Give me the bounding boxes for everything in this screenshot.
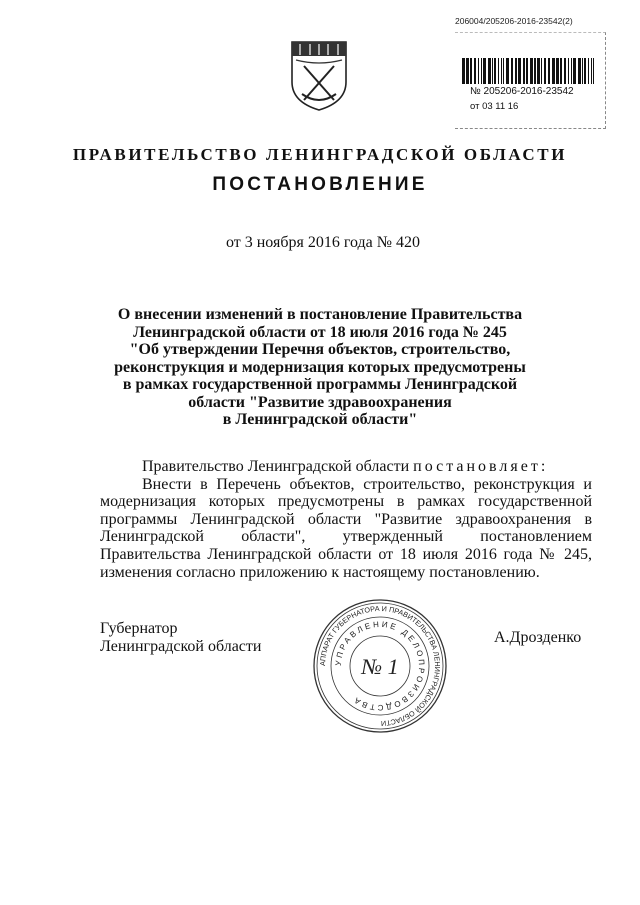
barcode-bar xyxy=(537,58,540,84)
barcode-bar xyxy=(560,58,562,84)
barcode-bar xyxy=(541,58,542,84)
stamp-center-text: № 1 xyxy=(361,654,399,679)
barcode-bar xyxy=(573,58,576,84)
barcode-bar xyxy=(462,58,465,84)
subject-line: О внесении изменений в постановление Правительства xyxy=(117,306,523,323)
subject-line: области "Развитие здравоохранения xyxy=(188,393,452,411)
signatory-title-line: Губернатор xyxy=(100,620,178,637)
barcode-bar xyxy=(571,58,572,84)
barcode xyxy=(462,58,594,84)
barcode-bar xyxy=(564,58,566,84)
barcode-bar xyxy=(523,58,525,84)
barcode-bar xyxy=(582,58,583,84)
barcode-bar xyxy=(466,58,469,84)
document-type: ПОСТАНОВЛЕНИЕ xyxy=(212,174,428,195)
registration-number: № 205206-2016-23542 xyxy=(470,86,574,97)
barcode-bar xyxy=(584,58,586,84)
barcode-bar xyxy=(568,58,569,84)
barcode-bar xyxy=(498,58,499,84)
barcode-bar xyxy=(494,58,496,84)
barcode-bar xyxy=(578,58,581,84)
government-title: ПРАВИТЕЛЬСТВО ЛЕНИНГРАДСКОЙ ОБЛАСТИ xyxy=(72,145,568,164)
decree-body xyxy=(100,458,592,581)
barcode-bar xyxy=(470,58,472,84)
signatory-title-line: Ленинградской области xyxy=(100,638,262,655)
barcode-bar xyxy=(588,58,589,84)
barcode-bar xyxy=(518,58,521,84)
subject-line: в Ленинградской области" xyxy=(222,411,418,428)
signatory-name: А.Дрозденко xyxy=(494,629,582,646)
barcode-bar xyxy=(488,58,491,84)
stamp-outer-text: АППАРАТ ГУБЕРНАТОРА И ПРАВИТЕЛЬСТВА ЛЕНИНГРАДСКОЙ ОБЛАСТИ xyxy=(317,603,443,729)
subject-line: Ленинградской области от 18 июля 2016 года № 245 xyxy=(133,323,507,341)
barcode-bar xyxy=(552,58,555,84)
subject-line: "Об утверждении Перечня объектов, строительство, xyxy=(129,341,511,358)
barcode-bar xyxy=(506,58,509,84)
barcode-bar xyxy=(593,58,594,84)
barcode-bar xyxy=(548,58,550,84)
official-stamp xyxy=(310,596,450,736)
barcode-bar xyxy=(478,58,479,84)
barcode-bar xyxy=(530,58,533,84)
intro-verb: постановляет: xyxy=(413,458,549,475)
body-paragraph: Внести в Перечень объектов, строительство, реконструкция и модернизация которых предусмотрены в рамках государственной программы Ленинградской области "Развитие здравоохранения в Ленинградской области", утвержденный постановлением Правительства Ленинградской области от 18 июля 2016 года № 245, изменения согласно приложению к настоящему постановлению. xyxy=(100,475,592,581)
intro-line xyxy=(100,458,592,476)
barcode-bar xyxy=(483,58,486,84)
intro-text: Правительство Ленинградской области xyxy=(142,458,414,475)
subject-line: реконструкция и модернизация которых предусмотрены xyxy=(114,358,526,376)
barcode-bar xyxy=(501,58,502,84)
registration-date: от 03 11 16 xyxy=(470,101,519,112)
stamp-inner-text: УПРАВЛЕНИЕ ДЕЛОПРОИЗВОДСТВА xyxy=(333,619,427,713)
barcode-bar xyxy=(511,58,513,84)
barcode-bar xyxy=(534,58,536,84)
signatory-title xyxy=(100,620,261,656)
barcode-bar xyxy=(515,58,517,84)
barcode-bar xyxy=(474,58,476,84)
barcode-bar xyxy=(503,58,504,84)
barcode-bar xyxy=(492,58,493,84)
barcode-bar xyxy=(526,58,528,84)
coat-of-arms-icon xyxy=(288,38,350,112)
barcode-bar xyxy=(556,58,559,84)
barcode-bar xyxy=(544,58,546,84)
decree-subject xyxy=(60,306,580,429)
registration-code: 206004/205206-2016-23542(2) xyxy=(455,16,573,26)
subject-line: в рамках государственной программы Ленинградской xyxy=(122,376,518,393)
barcode-bar xyxy=(481,58,482,84)
decree-date-number: от 3 ноября 2016 года № 420 xyxy=(225,234,421,251)
barcode-bar xyxy=(591,58,592,84)
